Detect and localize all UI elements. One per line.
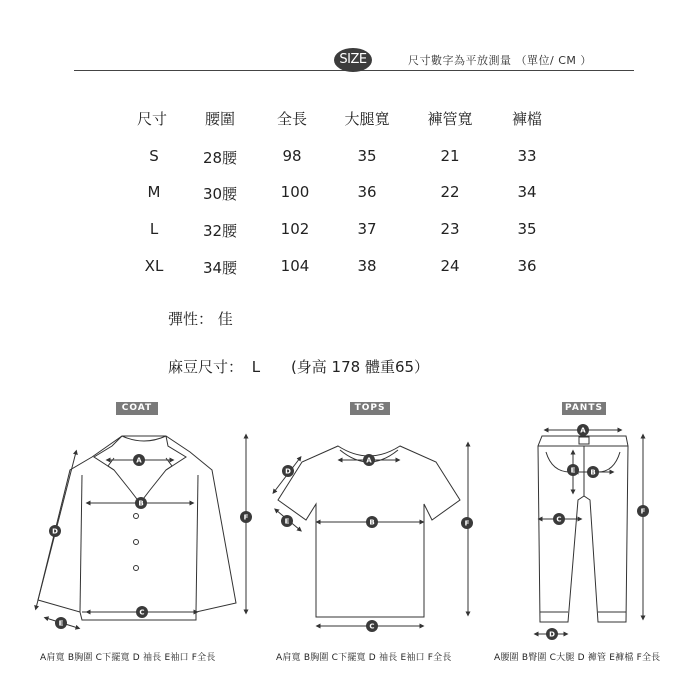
table-cell: 35 xyxy=(517,220,537,238)
model-size-value: L xyxy=(251,358,261,376)
table-cell: 100 xyxy=(280,183,310,201)
coat-badge: COAT xyxy=(116,402,158,415)
svg-text:C: C xyxy=(556,515,562,524)
table-cell: 37 xyxy=(357,220,377,238)
measurement-note: 尺寸數字為平放測量 （單位/ CM ） xyxy=(408,54,592,67)
table-header-length: 全長 xyxy=(276,110,308,128)
pants-legend: A腰圍 B臀圍 C大腿 D 褲管 E褲檔 F全長 xyxy=(494,653,661,663)
table-cell: S xyxy=(149,147,159,165)
model-size-label: 麻豆尺寸： xyxy=(168,358,244,376)
svg-text:F: F xyxy=(640,507,646,516)
svg-text:F: F xyxy=(464,519,470,528)
tops-diagram xyxy=(278,446,460,617)
tops-legend: A肩寬 B胸圍 C下擺寬 D 袖長 E袖口 F全長 xyxy=(276,653,452,663)
table-cell: 35 xyxy=(357,147,377,165)
table-cell: 32腰 xyxy=(202,222,238,240)
table-header-size: 尺寸 xyxy=(136,110,168,128)
table-header-leg-opening: 褲管寬 xyxy=(427,110,473,128)
table-header-waist: 腰圍 xyxy=(204,110,236,128)
size-badge: SIZE xyxy=(334,48,372,72)
table-cell: 36 xyxy=(357,183,377,201)
pants-diagram xyxy=(538,436,628,622)
svg-text:A: A xyxy=(136,456,142,465)
svg-text:F: F xyxy=(243,513,249,522)
svg-text:A: A xyxy=(580,426,586,435)
table-cell: 38 xyxy=(357,257,377,275)
svg-text:B: B xyxy=(590,468,596,477)
table-cell: 34 xyxy=(517,183,537,201)
table-cell: 36 xyxy=(517,257,537,275)
svg-text:E: E xyxy=(284,517,290,526)
table-cell: 104 xyxy=(280,257,310,275)
svg-text:E: E xyxy=(58,619,64,628)
table-cell: 30腰 xyxy=(202,185,238,203)
svg-text:D: D xyxy=(285,467,291,476)
table-cell: 24 xyxy=(440,257,460,275)
table-cell: 33 xyxy=(517,147,537,165)
table-cell: 28腰 xyxy=(202,149,238,167)
table-cell: 22 xyxy=(440,183,460,201)
table-header-rise: 褲檔 xyxy=(511,110,543,128)
table-cell: 34腰 xyxy=(202,259,238,277)
svg-text:B: B xyxy=(138,499,144,508)
elasticity-value: 佳 xyxy=(217,310,233,328)
tops-badge: TOPS xyxy=(350,402,390,415)
elasticity-label: 彈性： xyxy=(168,310,214,328)
table-cell: L xyxy=(149,220,159,238)
svg-text:D: D xyxy=(52,527,58,536)
svg-text:C: C xyxy=(369,622,375,631)
svg-text:A: A xyxy=(366,456,372,465)
tops-outline xyxy=(278,446,460,617)
table-cell: 23 xyxy=(440,220,460,238)
table-cell: 21 xyxy=(440,147,460,165)
svg-text:C: C xyxy=(139,608,145,617)
pants-badge: PANTS xyxy=(562,402,606,415)
svg-text:D: D xyxy=(549,630,555,639)
table-cell: 98 xyxy=(282,147,302,165)
table-header-thigh: 大腿寬 xyxy=(344,110,390,128)
table-cell: XL xyxy=(144,257,164,275)
table-cell: M xyxy=(147,183,161,201)
table-cell: 102 xyxy=(280,220,310,238)
svg-text:B: B xyxy=(369,518,375,527)
model-size-detail: (身高 178 體重65） xyxy=(290,358,430,376)
coat-legend: A肩寬 B胸圍 C下擺寬 D 袖長 E袖口 F全長 xyxy=(40,653,216,663)
svg-text:E: E xyxy=(570,466,576,475)
